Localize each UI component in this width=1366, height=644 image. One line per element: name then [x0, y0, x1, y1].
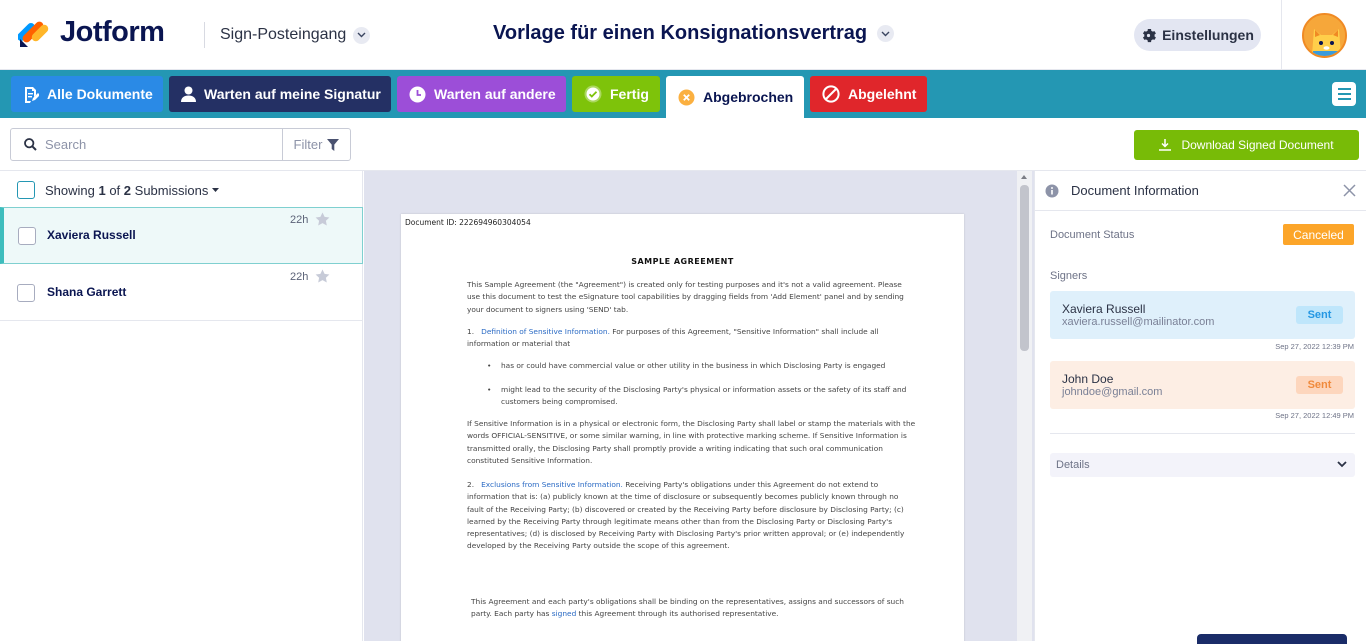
close-icon[interactable]	[1343, 184, 1356, 197]
search-input[interactable]	[45, 130, 275, 160]
signers-label: Signers	[1050, 270, 1088, 282]
signer-name: Xaviera Russell	[1062, 302, 1146, 316]
document-bullet: • might lead to the security of the Disclosing Party's physical or information assets or the safety of its staff and customers being compromised.	[487, 384, 917, 409]
tab-label: Warten auf meine Signatur	[204, 86, 381, 102]
details-label: Details	[1056, 459, 1090, 471]
signer-status-badge: Sent	[1296, 376, 1343, 394]
document-intro: This Sample Agreement (the "Agreement") is created only for testing purposes and it's not a valid agreement. Please use this document to test the eSignature tool capabilities by dragging fields from 'Add Element' panel and by sending your document to signers using 'SEND' tab.	[467, 280, 904, 314]
logo-text: Jotform	[60, 16, 165, 48]
caret-down-icon	[212, 188, 219, 193]
signer-name: John Doe	[1062, 372, 1114, 386]
chevron-down-icon	[1337, 461, 1347, 468]
tab-label: Abgelehnt	[848, 86, 917, 102]
status-badge: Canceled	[1283, 224, 1354, 245]
chevron-down-icon	[877, 25, 894, 42]
divider	[1035, 210, 1366, 211]
submission-row[interactable]	[0, 264, 363, 321]
signer-status-badge: Sent	[1296, 306, 1343, 324]
document-section-1: 1. Definition of Sensitive Information. For purposes of this Agreement, "Sensitive Information" shall include all information or material that	[467, 327, 879, 349]
jotform-logo-icon	[18, 17, 50, 49]
bottom-popup-edge	[1197, 634, 1347, 644]
scroll-thumb[interactable]	[1020, 185, 1029, 351]
check-circle-icon	[584, 85, 602, 103]
settings-label: Einstellungen	[1162, 27, 1254, 43]
signer-timestamp: Sep 27, 2022 12:49 PM	[1275, 411, 1354, 420]
info-icon	[1045, 184, 1059, 198]
chevron-down-icon	[353, 27, 370, 44]
signer-card	[1050, 291, 1355, 339]
info-panel-header	[1045, 183, 1199, 198]
document-section-2: 2. Exclusions from Sensitive Information. Receiving Party's obligations under this Agreement do not extend to information that is: (a) publicly known at the time of disclosure or subsequently becomes publicly known through no fault of the Receiving Party; (b) discovered or created by the Receiving Party before disclosure by Disclosing Party; (c) learned by the Receiving Party through legitimate means other than from the Disclosing Party or Disclosing Party's representatives; (d) is disclosed by Receiving Party with Disclosing Party's prior written approval; or (e) independently developed by the Receiving Party outside the scope of this agreement.	[467, 480, 905, 551]
forbidden-icon	[822, 85, 840, 103]
scroll-up-arrow-icon[interactable]	[1021, 175, 1027, 179]
document-viewer	[364, 171, 1034, 641]
details-accordion[interactable]	[1050, 453, 1355, 477]
download-signed-document-button[interactable]	[1134, 130, 1359, 160]
download-label: Download Signed Document	[1181, 138, 1334, 152]
search-icon	[24, 138, 37, 151]
status-tab-bar	[0, 70, 1366, 118]
tab-canceled[interactable]	[666, 76, 804, 118]
tab-waiting-for-others[interactable]	[397, 76, 566, 112]
tab-declined[interactable]	[810, 76, 927, 112]
tab-all-documents[interactable]	[11, 76, 163, 112]
funnel-icon	[327, 139, 339, 151]
submitter-name: Xaviera Russell	[47, 228, 136, 242]
signer-timestamp: Sep 27, 2022 12:39 PM	[1275, 342, 1354, 351]
signer-card	[1050, 361, 1355, 409]
document-page	[401, 214, 964, 641]
document-edit-icon	[23, 86, 39, 103]
submissions-panel	[0, 171, 363, 641]
signer-email: johndoe@gmail.com	[1062, 386, 1163, 398]
toolbar	[0, 118, 1366, 171]
search-box	[10, 128, 351, 161]
signer-email: xaviera.russell@mailinator.com	[1062, 316, 1215, 328]
row-checkbox[interactable]	[17, 284, 35, 302]
topbar-divider	[1281, 0, 1282, 70]
document-information-panel	[1034, 171, 1366, 641]
jotform-logo[interactable]	[18, 16, 164, 49]
cancel-circle-icon	[678, 89, 695, 106]
submissions-count-selector[interactable]	[17, 181, 219, 199]
filter-button[interactable]	[282, 129, 350, 160]
tab-label: Abgebrochen	[703, 89, 794, 105]
download-icon	[1159, 139, 1171, 151]
document-heading: SAMPLE AGREEMENT	[631, 257, 734, 266]
document-bullet: • has or could have commercial value or other utility in the business in which Disclosing Party is engaged	[487, 360, 917, 372]
document-title-selector[interactable]	[493, 22, 894, 45]
divider	[1050, 433, 1355, 434]
tab-done[interactable]	[572, 76, 660, 112]
hamburger-menu-icon[interactable]	[1332, 82, 1356, 106]
submission-row[interactable]	[0, 207, 363, 264]
submission-time: 22h	[290, 214, 309, 226]
document-title: Vorlage für einen Konsignationsvertrag	[493, 22, 868, 44]
showing-text: Showing 1 of 2 Submissions	[45, 182, 209, 198]
row-checkbox[interactable]	[18, 227, 36, 245]
document-id: Document ID: 222694960304054	[405, 218, 531, 227]
submission-time: 22h	[290, 271, 309, 283]
app-selector-label: Sign-Posteingang	[220, 26, 347, 43]
star-icon[interactable]	[315, 269, 330, 284]
top-bar	[0, 0, 1366, 70]
document-status-label: Document Status	[1050, 229, 1135, 241]
star-icon[interactable]	[315, 212, 330, 227]
clock-icon	[409, 86, 426, 103]
info-panel-title: Document Information	[1071, 183, 1199, 198]
tab-label: Fertig	[610, 86, 649, 102]
document-paragraph: If Sensitive Information is in a physical or electronic form, the Disclosing Party shall label or stamp the materials with the words OFFICIAL-SENSITIVE, or some similar warning, in line with protective marking scheme. If Sensitive Information is transmitted orally, the Disclosing Party shall promptly provide a writing indicating that such oral communication constituted Sensitive Information.	[467, 419, 916, 465]
gear-icon	[1141, 28, 1156, 43]
avatar[interactable]	[1302, 13, 1347, 58]
submitter-name: Shana Garrett	[47, 285, 127, 299]
filter-label: Filter	[293, 137, 323, 152]
cat-avatar-icon	[1304, 15, 1347, 58]
tab-label: Alle Dokumente	[47, 86, 153, 102]
document-closing: This Agreement and each party's obligations shall be binding on the representatives, assigns and successors of such party. Each party has signed this Agreement through its authorised representative.	[471, 597, 904, 619]
app-selector[interactable]	[204, 22, 370, 48]
tab-waiting-for-my-signature[interactable]	[169, 76, 391, 112]
settings-button[interactable]	[1134, 19, 1261, 51]
viewer-scrollbar[interactable]	[1017, 171, 1032, 641]
submission-list	[0, 207, 363, 321]
select-all-checkbox[interactable]	[17, 181, 35, 199]
user-icon	[181, 86, 196, 102]
tab-label: Warten auf andere	[434, 86, 556, 102]
